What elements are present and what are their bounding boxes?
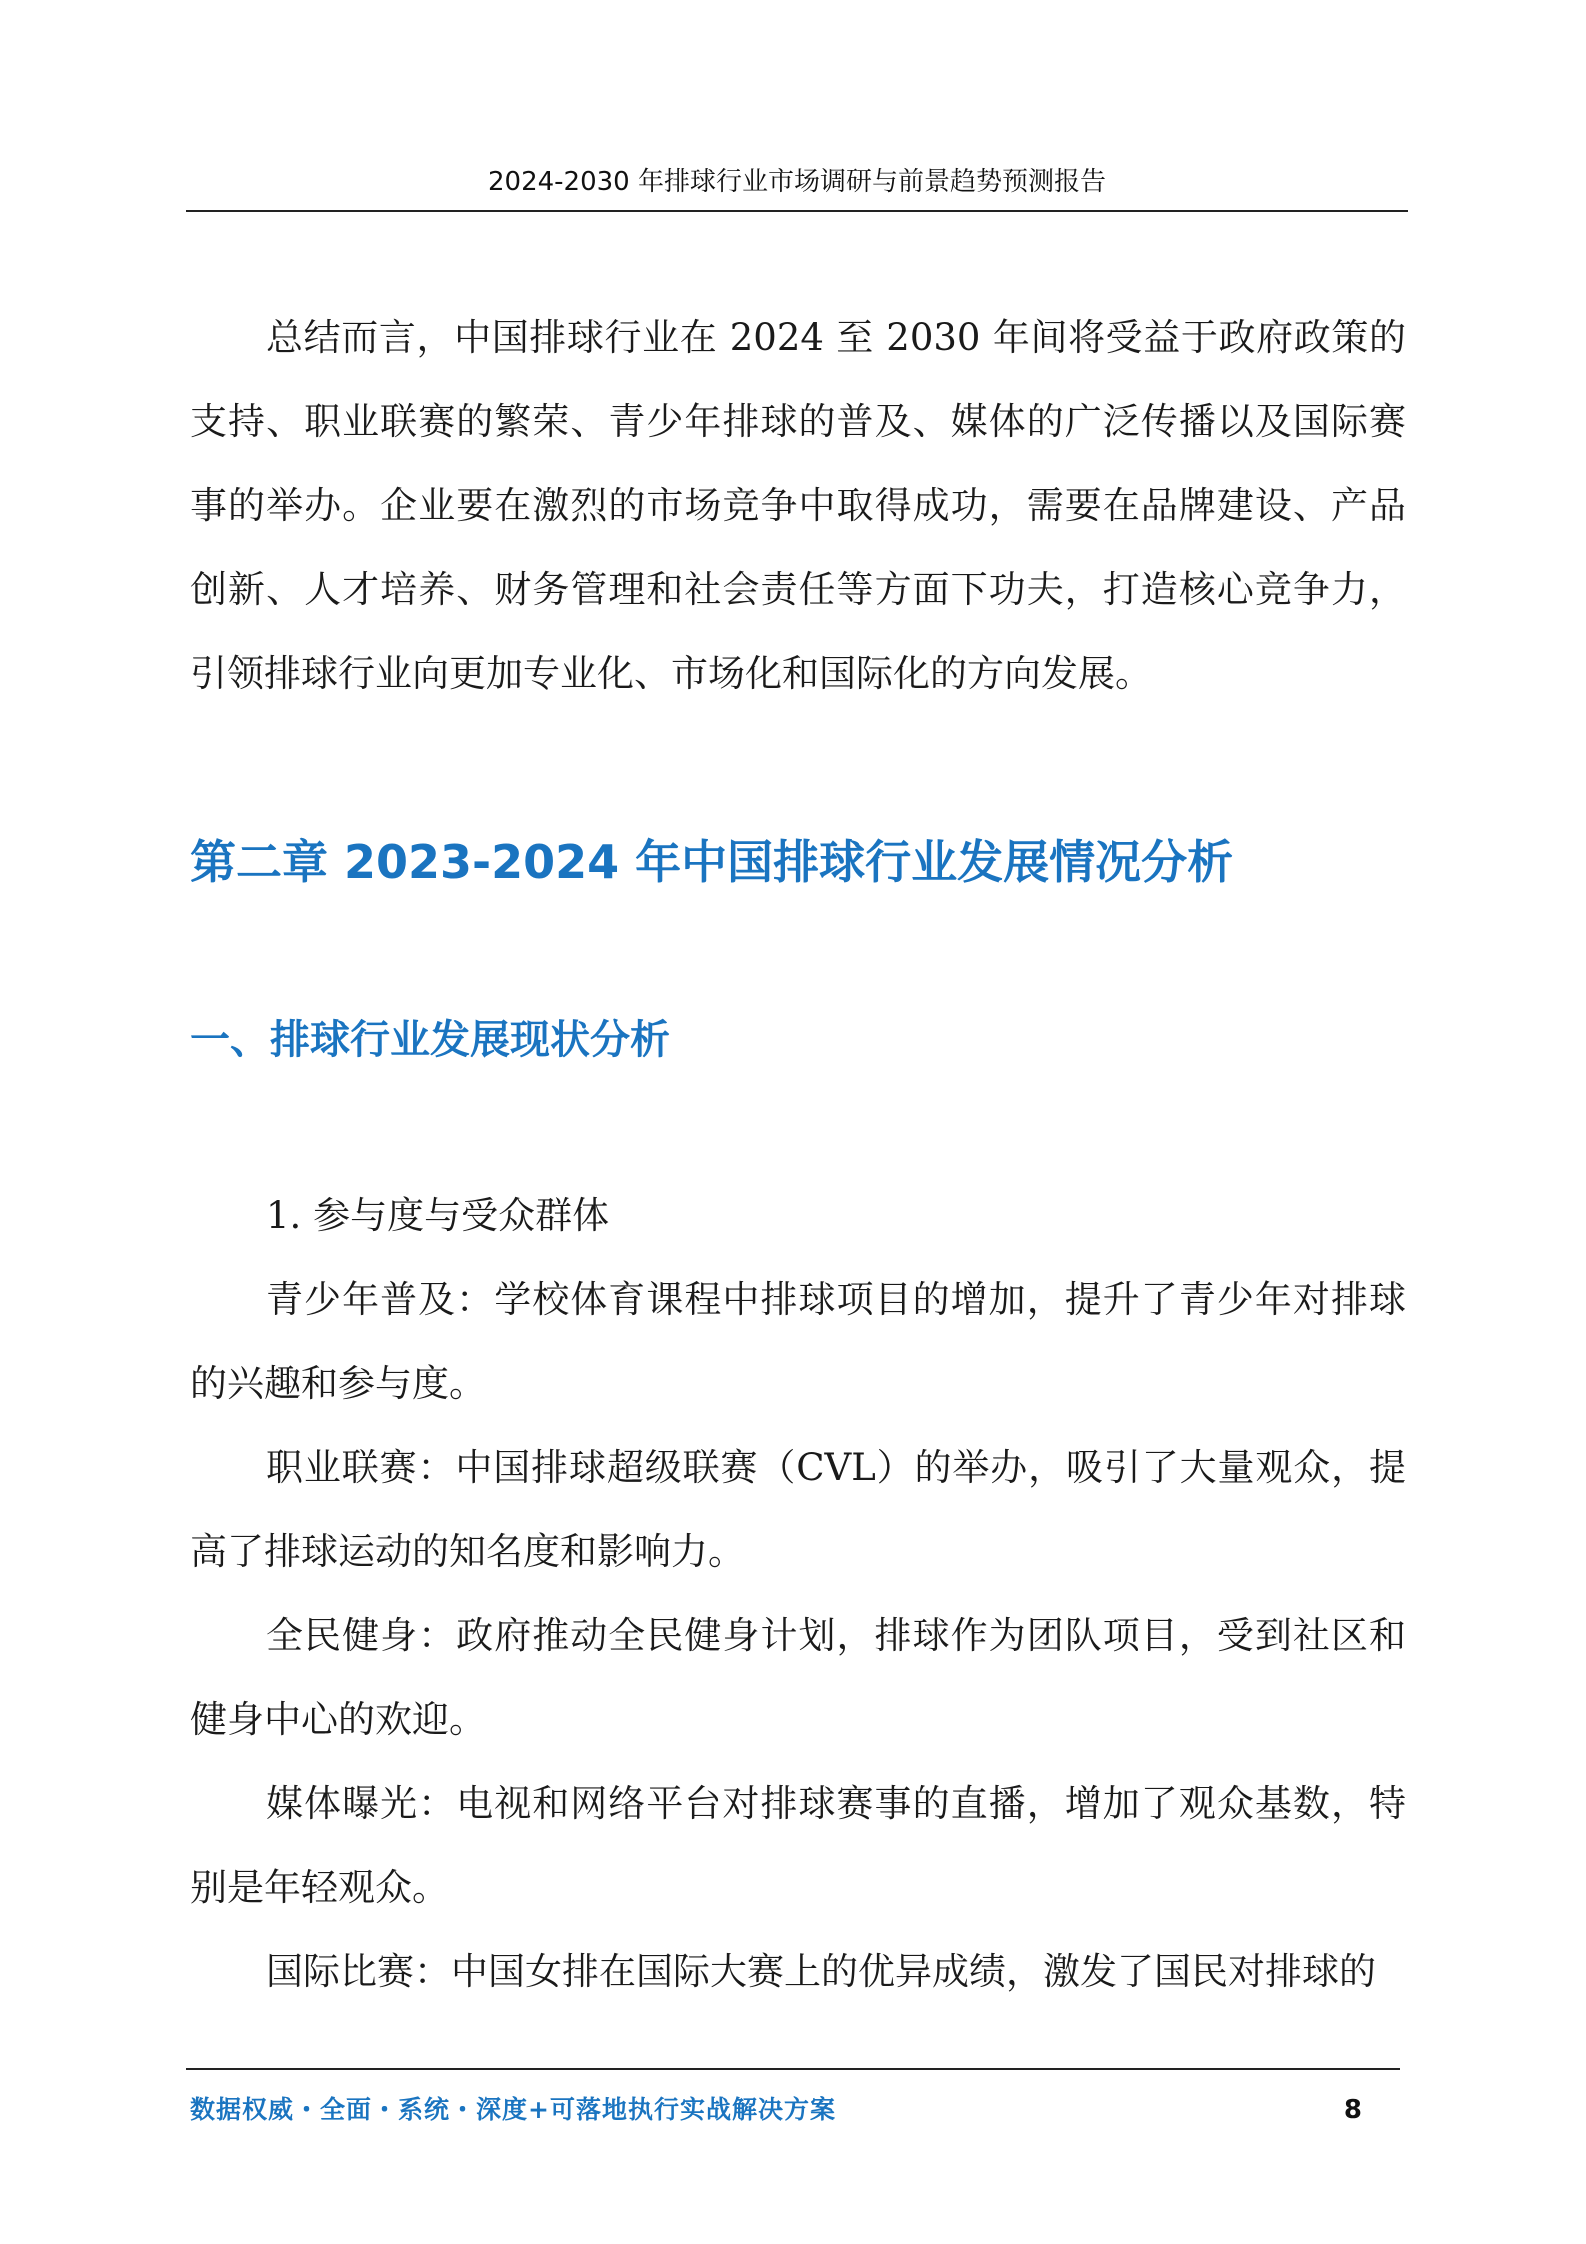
chapter-heading: 第二章 2023-2024 年中国排球行业发展情况分析	[190, 835, 1234, 889]
item-international-competition: 国际比赛：中国女排在国际大赛上的优异成绩，激发了国民对排球的	[266, 1950, 1376, 1993]
footer-slogan: 数据权威・全面・系统・深度+可落地执行实战解决方案	[190, 2095, 836, 2124]
subsection-heading: 1. 参与度与受众群体	[266, 1194, 610, 1237]
running-header-title: 2024-2030 年排球行业市场调研与前景趋势预测报告	[488, 167, 1106, 197]
item-media-exposure: 媒体曝光：电视和网络平台对排球赛事的直播，增加了观众基数，特别是年轻观众。	[190, 1782, 1406, 1909]
item-professional-league: 职业联赛：中国排球超级联赛（CVL）的举办，吸引了大量观众，提高了排球运动的知名度和影响力。	[190, 1446, 1406, 1573]
item-youth-popularization: 青少年普及：学校体育课程中排球项目的增加，提升了青少年对排球的兴趣和参与度。	[190, 1278, 1406, 1405]
footer-divider	[186, 2068, 1400, 2070]
item-national-fitness: 全民健身：政府推动全民健身计划，排球作为团队项目，受到社区和健身中心的欢迎。	[190, 1614, 1406, 1741]
header-divider	[186, 210, 1408, 212]
summary-paragraph: 总结而言，中国排球行业在 2024 至 2030 年间将受益于政府政策的支持、职业联赛的繁荣、青少年排球的普及、媒体的广泛传播以及国际赛事的举办。企业要在激烈的市场竞争中取得成功，需要在品牌建设、产品创新、人才培养、财务管理和社会责任等方面下功夫，打造核心竞争力，引领排球行业向更加专业化、市场化和国际化的方向发展。	[190, 316, 1406, 695]
page-number: 8	[1343, 2095, 1362, 2125]
section-heading: 一、排球行业发展现状分析	[190, 1017, 670, 1063]
